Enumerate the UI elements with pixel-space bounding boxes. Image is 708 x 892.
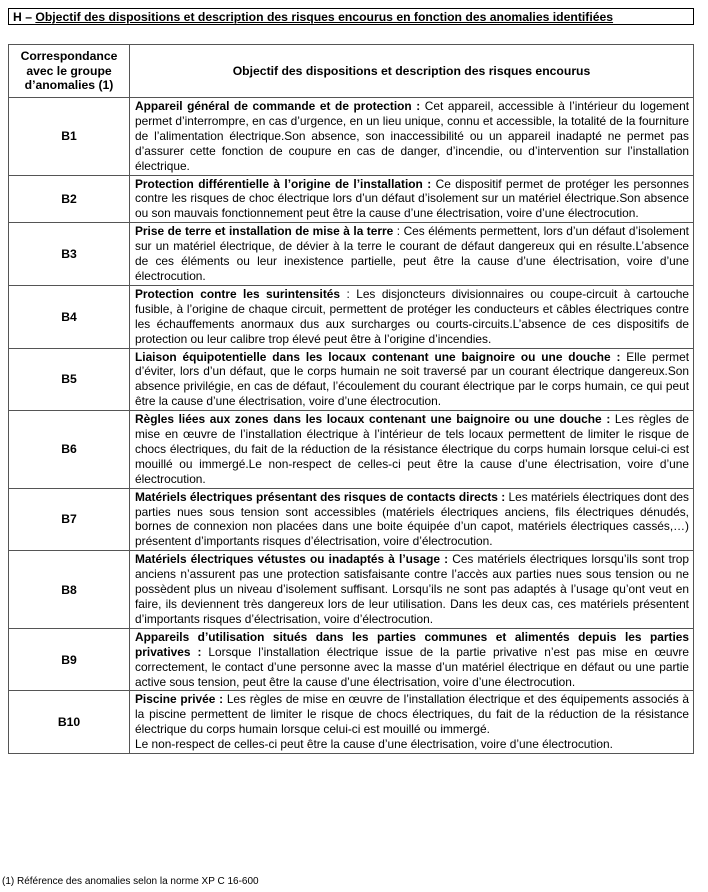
anomaly-text: Cet appareil, accessible à l’intérieur du logement permet d’interrompre, en cas d’urgence, en un lieu unique, connu et accessible, la totalité de la fourniture de l’alimentation électrique.Son absence, son inaccessibilité ou un appareil inadapté ne permet pas d’assurer cette fonction de coupure en cas de danger, d’incendie, ou d’intervention sur l’installation électrique. (135, 99, 689, 173)
table-row (9, 411, 694, 489)
anomaly-code: B3 (9, 223, 130, 286)
table-header-row (9, 45, 694, 98)
anomaly-description (130, 628, 694, 691)
anomaly-code: B2 (9, 175, 130, 223)
table-row (9, 488, 694, 551)
anomaly-text-continued: Le non-respect de celles-ci peut être la cause d’une électrisation, voire d’une électrocution. (135, 737, 613, 752)
anomaly-text: Elle permet d’éviter, lors d’un défaut, que le corps humain ne soit traversé par un courant électrique dangereux.Son absence privilégie, en cas de défaut, l’écoulement du courant électrique par le corps humain, ce qui peut être la cause d’une électrisation, voire d’une électrocution. (135, 349, 689, 409)
anomaly-description (130, 551, 694, 629)
anomaly-description (130, 411, 694, 489)
section-header (8, 8, 694, 25)
anomaly-description (130, 285, 694, 348)
table-row (9, 551, 694, 629)
anomaly-text: Les règles de mise en œuvre de l’installation électrique à l’intérieur de tels locaux permettent de limiter le risque de chocs électriques, du fait de la réduction de la résistance électrique du corps humain lorsque celui-ci est mouillé ou immergé.Le non-respect de celles-ci peut être la cause d’une électrisation, voire d’une électrocution. (135, 412, 689, 486)
table-row (9, 691, 694, 754)
table-row (9, 285, 694, 348)
anomaly-description (130, 488, 694, 551)
anomaly-title: Protection contre les surintensités (135, 286, 341, 301)
anomaly-text: Ce dispositif permet de protéger les personnes contre les risques de choc électrique lors d’un défaut d’isolement sur un matériel électrique.Son absence ou son mauvais fonctionnement peut être la cause d’une électrisation, voire d’une électrocution. (135, 176, 689, 221)
anomaly-code: B4 (9, 285, 130, 348)
anomaly-text: : Les disjoncteurs divisionnaires ou coupe-circuit à cartouche fusible, à l’origine de chaque circuit, permettent de protéger les conducteurs et câbles électriques contre les échauffements anormaux dus aux surcharges ou courts-circuits.L’absence de ces dispositifs de protection ou leur calibre trop élevé peut être à l’origine d’incendies. (135, 286, 689, 346)
anomaly-text: Ces matériels électriques lorsqu’ils sont trop anciens n’assurent pas une protection satisfaisante contre l’accès aux parties nues sous tension ou ne possèdent plus un niveau d’isolement suffisant. Lorsqu’ils ne sont pas adaptés à l’usage qu’ont veut en faire, ils deviennent très dangereux lors de leur utilisation. Dans les deux cas, ces matériels présentent d’importants risques d’électrisation, voire d’électrocution. (135, 552, 689, 626)
anomaly-code: B10 (9, 691, 130, 754)
anomaly-description (130, 175, 694, 223)
anomaly-text: Les règles de mise en œuvre de l’installation électrique et des équipements associés à la piscine permettent de limiter le risque de chocs électriques, du fait de la réduction de la résistance électrique du corps humain lorsque celui-ci est mouillé ou immergé. (135, 692, 689, 737)
column-header-objective: Objectif des dispositions et description des risques encourus (130, 45, 694, 98)
footnote: (1) Référence des anomalies selon la norme XP C 16-600 (2, 876, 259, 887)
anomaly-description (130, 691, 694, 754)
anomaly-title: Liaison équipotentielle dans les locaux contenant une baignoire ou une douche : (135, 349, 621, 364)
section-header-prefix: H – (13, 10, 36, 24)
anomaly-code: B1 (9, 98, 130, 176)
anomaly-title: Appareils d’utilisation situés dans les parties communes et alimentés depuis les parties privatives : (135, 629, 689, 659)
anomaly-description (130, 223, 694, 286)
anomaly-description (130, 98, 694, 176)
table-row (9, 98, 694, 176)
anomaly-text: Lorsque l’installation électrique issue de la partie privative n’est pas mise en œuvre correctement, le contact d’une personne avec la masse d’un matériel électrique en défaut ou une partie active sous tension, peut être la cause d’une électrisation, voire d’une électrocution. (135, 644, 689, 689)
table-row (9, 348, 694, 411)
anomaly-code: B6 (9, 411, 130, 489)
table-row (9, 628, 694, 691)
anomaly-text: Les matériels électriques dont des parties nues sous tension sont accessibles (matériels électriques anciens, fils électriques dénudés, bornes de connexion non placées dans une boite équipée d’un capot, matériels électriques cassés,…) présentent d’importants risques d’électrisation, voire d’électrocution. (135, 489, 689, 549)
anomaly-title: Piscine privée : (135, 692, 224, 707)
table-row (9, 223, 694, 286)
anomaly-description (130, 348, 694, 411)
anomaly-text: : Ces éléments permettent, lors d’un défaut d’isolement sur un matériel électrique, de dévier à la terre le courant de défaut dangereux qui en résulte.L’absence de ces éléments ou leur inexistence partielle, peut être la cause d’une électrisation, voire d’une électrocution. (135, 224, 689, 283)
anomaly-title: Protection différentielle à l’origine de l’installation : (135, 176, 432, 191)
anomaly-code: B9 (9, 628, 130, 691)
anomalies-table (8, 44, 694, 754)
anomaly-title: Matériels électriques présentant des risques de contacts directs : (135, 489, 506, 504)
anomaly-title: Prise de terre et installation de mise à la terre (135, 224, 394, 239)
table-row (9, 175, 694, 223)
anomaly-code: B7 (9, 488, 130, 551)
anomaly-title: Appareil général de commande et de protection : (135, 99, 421, 113)
anomaly-code: B5 (9, 348, 130, 411)
column-header-group: Correspondance avec le groupe d’anomalies (1) (9, 45, 130, 98)
anomaly-title: Matériels électriques vétustes ou inadaptés à l’usage : (135, 552, 449, 567)
anomaly-code: B8 (9, 551, 130, 629)
anomaly-title: Règles liées aux zones dans les locaux contenant une baignoire ou une douche : (135, 412, 611, 427)
section-header-title: Objectif des dispositions et description des risques encourus en fonction des anomalies identifiées (35, 10, 614, 24)
